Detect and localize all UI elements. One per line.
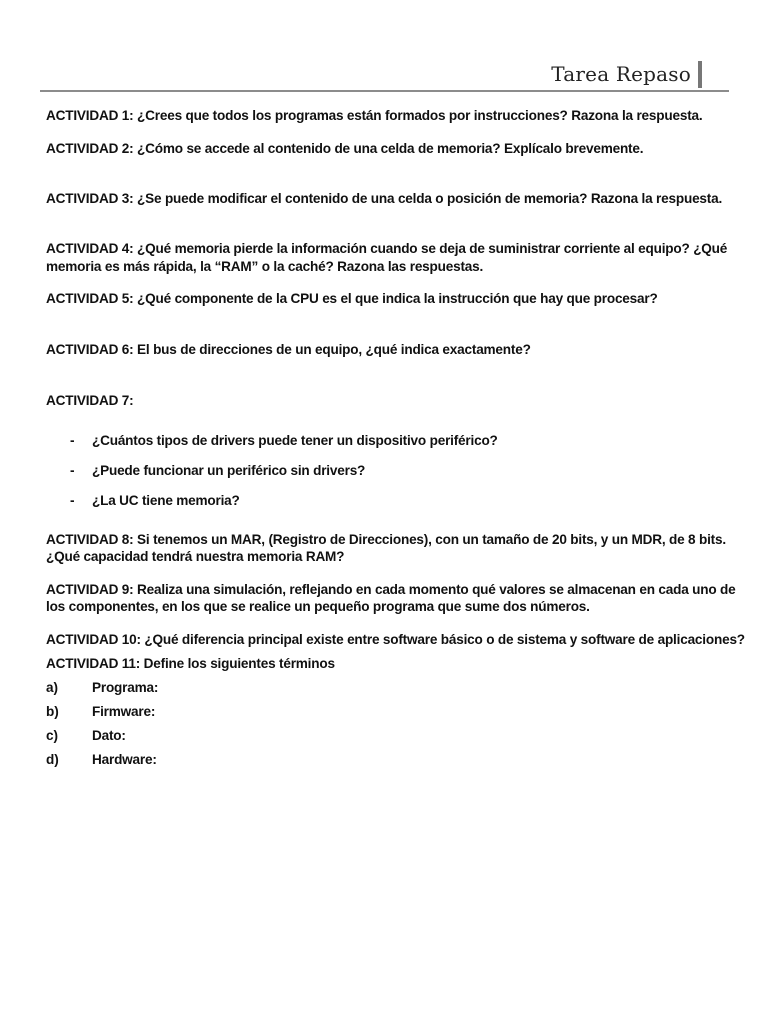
activity-7-bullet-1: ¿Cuántos tipos de drivers puede tener un dispositivo periférico?: [92, 433, 498, 448]
activity-9-line-1: ACTIVIDAD 9: Realiza una simulación, reflejando en cada momento qué valores se almacenan en cada uno de: [46, 582, 736, 597]
page-header: [40, 58, 729, 92]
activity-11: ACTIVIDAD 11: Define los siguientes términos: [46, 656, 335, 671]
activity-4-line-2: memoria es más rápida, la “RAM” o la caché? Razona las respuestas.: [46, 259, 484, 274]
term-hardware: Hardware:: [92, 752, 157, 767]
activity-2: ACTIVIDAD 2: ¿Cómo se accede al contenido de una celda de memoria? Explícalo brevemente.: [46, 141, 644, 156]
activity-5: ACTIVIDAD 5: ¿Qué componente de la CPU es el que indica la instrucción que hay que procesar?: [46, 291, 658, 306]
activity-1: ACTIVIDAD 1: ¿Crees que todos los programas están formados por instrucciones? Razona la respuesta.: [46, 108, 703, 123]
term-letter: b): [46, 704, 59, 719]
term-letter: c): [46, 728, 59, 743]
activity-8-line-2: ¿Qué capacidad tendrá nuestra memoria RAM?: [46, 549, 345, 564]
activity-7: ACTIVIDAD 7:: [46, 393, 134, 408]
bullet-marker: -: [70, 493, 75, 508]
term-letter: d): [46, 752, 59, 767]
activity-6: ACTIVIDAD 6: El bus de direcciones de un equipo, ¿qué indica exactamente?: [46, 342, 531, 357]
activity-7-bullet-2: ¿Puede funcionar un periférico sin drivers?: [92, 463, 366, 478]
bullet-marker: -: [70, 433, 75, 448]
activity-10: ACTIVIDAD 10: ¿Qué diferencia principal existe entre software básico o de sistema y software de aplicaciones?: [46, 632, 745, 647]
header-title: Tarea Repaso: [551, 62, 691, 86]
term-letter: a): [46, 680, 59, 695]
term-dato: Dato:: [92, 728, 126, 743]
activity-3: ACTIVIDAD 3: ¿Se puede modificar el contenido de una celda o posición de memoria? Razona la respuesta.: [46, 191, 723, 206]
term-firmware: Firmware:: [92, 704, 156, 719]
activity-9-line-2: los componentes, en los que se realice un pequeño programa que sume dos números.: [46, 599, 590, 614]
header-accent-bar: [698, 61, 702, 88]
activity-8-line-1: ACTIVIDAD 8: Si tenemos un MAR, (Registro de Direcciones), con un tamaño de 20 bits, y un MDR, de 8 bits.: [46, 532, 726, 547]
bullet-marker: -: [70, 463, 75, 478]
activity-7-bullet-3: ¿La UC tiene memoria?: [92, 493, 240, 508]
term-programa: Programa:: [92, 680, 159, 695]
activity-4-line-1: ACTIVIDAD 4: ¿Qué memoria pierde la información cuando se deja de suministrar corriente al equipo? ¿Qué: [46, 241, 728, 256]
